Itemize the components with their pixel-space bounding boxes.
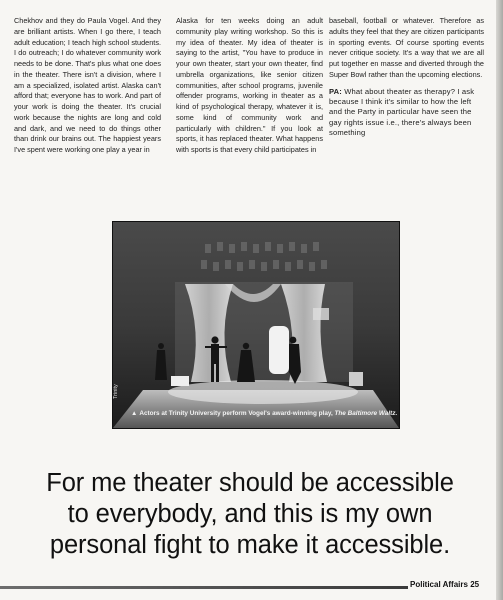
caption-triangle-icon: ▲: [131, 410, 138, 417]
pull-quote-line-1: For me theater should be accessible: [46, 469, 454, 497]
pull-quote: [20, 468, 480, 561]
column-3-text: baseball, football or whatever. Therefore as adults they feel that they are citizen participants in sporting events. Of course sporting events never critique society. It's a way that we are all put together en masse and diverted through the Super Bowl rather than the upcoming elections.: [329, 16, 484, 79]
footer-folio: [410, 580, 479, 589]
interviewer-tag: PA:: [329, 86, 342, 96]
page-number: 25: [470, 580, 480, 589]
article-column-1: [14, 16, 161, 178]
question-text: What about theater as therapy? I ask because I think it's similar to how the left and the Party in particular have seen the gay rights issue i.e., there's always been something: [329, 86, 475, 138]
photo-credit: Trinity: [113, 384, 119, 400]
article-column-3: [329, 16, 484, 178]
pull-quote-line-2: to everybody, and this is my own: [67, 500, 433, 528]
article-column-2: [176, 16, 323, 178]
magazine-name: Political Affairs: [410, 580, 468, 589]
pull-quote-line-3: personal fight to make it accessible.: [49, 531, 451, 559]
photo-caption: [131, 410, 398, 422]
column-2-text: Alaska for ten weeks doing an adult community play writing workshop. So this is my idea of theater. My idea of theater is saying to the artist, "You have to produce in your own theater, start your own theater, find umbrella organizations, like senior citizen communities, after school programs, juvenile offender programs, working in theater as a kind of psychological therapy, whatever it is, some kind of community work and particularly with children." If you look at sports, it has replaced theater. What happens with sports is that every child participates in: [176, 16, 323, 154]
footer-rule: [0, 586, 408, 589]
page-edge: [496, 0, 503, 600]
stage-scene-image: [113, 222, 399, 428]
interview-question: [329, 87, 484, 139]
caption-text: Actors at Trinity University perform Vogel's award-winning play,: [139, 410, 335, 417]
caption-play-title: The Baltimore Waltz.: [334, 410, 398, 417]
stage-photo: [112, 221, 400, 429]
column-1-text: Chekhov and they do Paula Vogel. And they are brilliant artists. When I go there, I teach adult education; I teach high school students. I do outreach; I do whatever community work needs to be done. That's plus what one does in the theater. There isn't a division, where I am a specialized, isolated artist. Alaska can't afford that; everyone has to work. And part of your work is doing the theater. It's crucial work because the nights are long and cold and dark, and we need to do things other than drink our brains out. The happiest years I've spent were working one play a year in: [14, 16, 161, 154]
